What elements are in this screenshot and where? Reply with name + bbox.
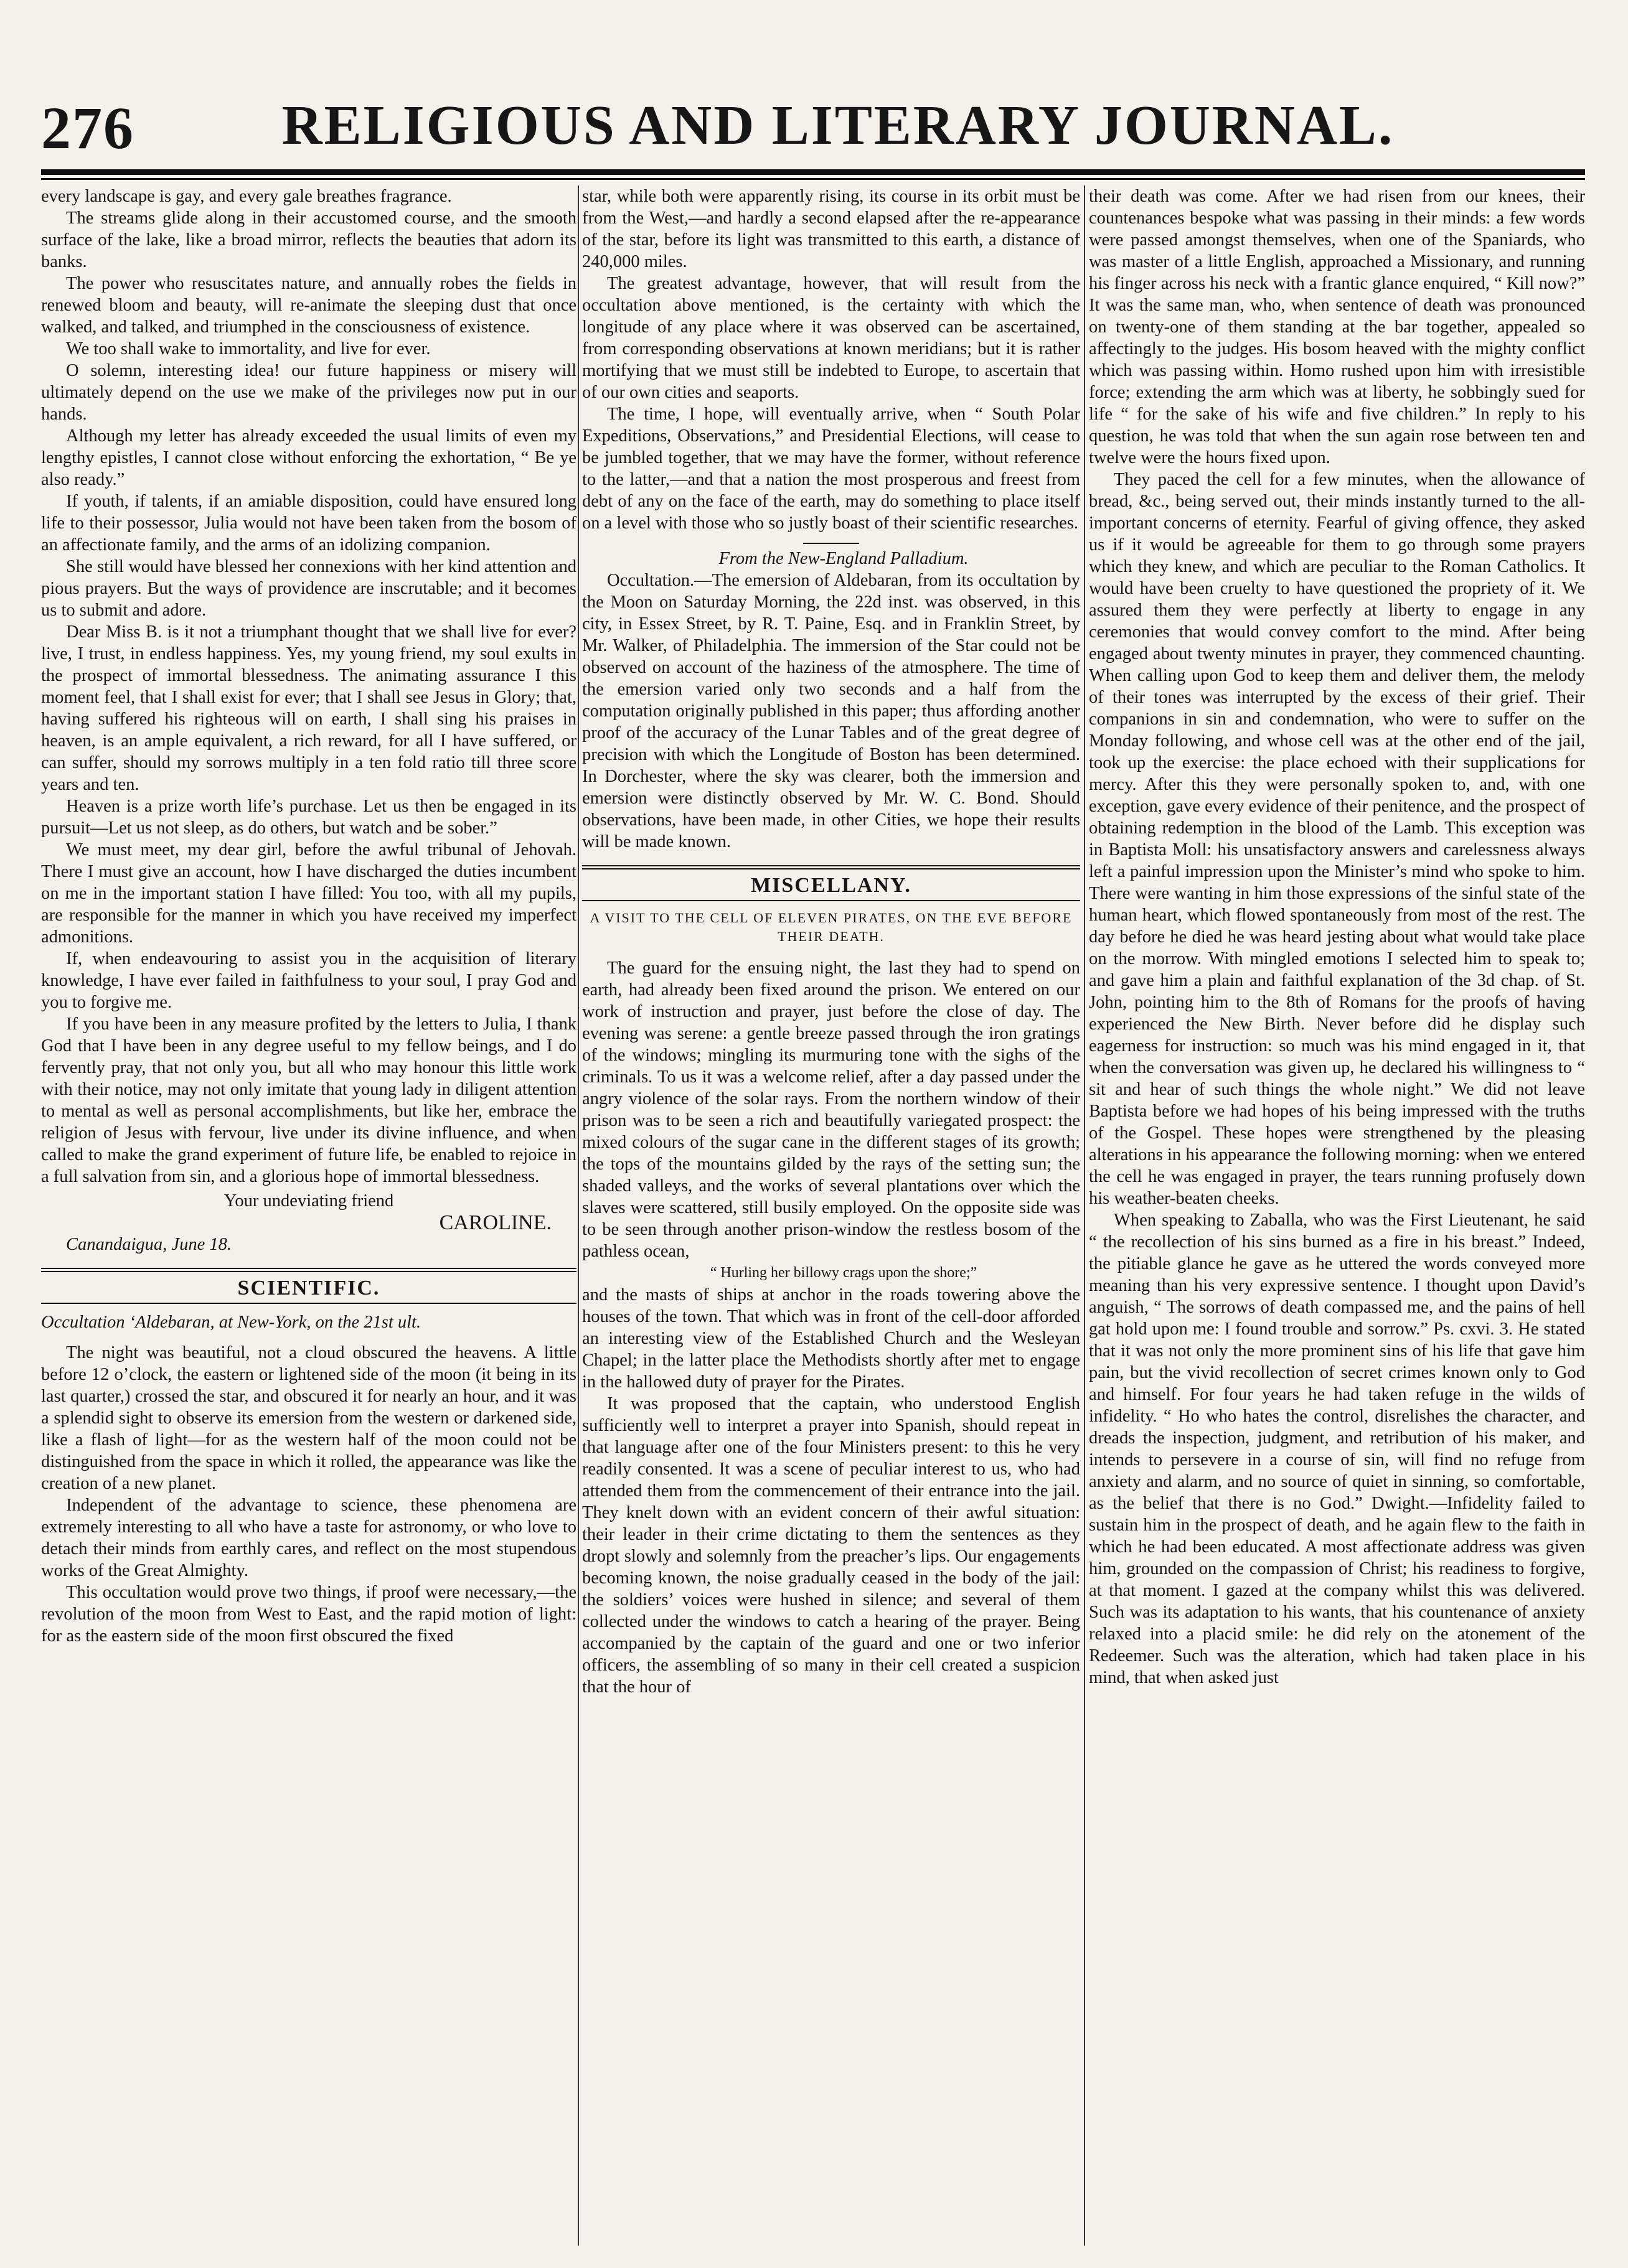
- paragraph: every landscape is gay, and every gale breathes fragrance.: [41, 187, 452, 206]
- masthead-rule: [41, 169, 1585, 175]
- paragraph: The time, I hope, will eventually arrive, when “ South Polar Expeditions, Observations,” and Presidential Elections, will cease to be jumbled together, that we may have the former, without reference to the latter,—and that a nation the most prosperous and freest from debt of any on the face of the earth, may do something to place itself on a level with those who so justly boast of their scientific researches.: [582, 405, 1080, 533]
- paragraph: Although my letter has already exceeded the usual limits of even my lengthy epistles, I cannot close without enforcing the exhortation, “ Be ye also ready.”: [41, 426, 576, 489]
- masthead: [41, 93, 1585, 168]
- paragraph: O solemn, interesting idea! our future happiness or misery will ultimately depend on the use we make of the privileges now put in our hands.: [41, 361, 576, 424]
- quote-line: “ Hurling her billowy crags upon the shore;”: [710, 1265, 977, 1281]
- paragraph: If, when endeavouring to assist you in the acquisition of literary knowledge, I have ever failed in faithfulness to your soul, I pray God and you to forgive me.: [41, 949, 576, 1012]
- paragraph: She still would have blessed her connexions with her kind attention and pious prayers. But the ways of providence are inscrutable; and it becomes us to submit and adore.: [41, 557, 576, 620]
- column-divider: [578, 185, 579, 2246]
- paragraph: star, while both were apparently rising, its course in its orbit must be from the West,—and hardly a second elapsed after the re-appearance of the star, before its light was transmitted to this earth, a distance of 240,000 miles.: [582, 187, 1080, 271]
- column-3: [1089, 185, 1585, 2246]
- paragraph: Independent of the advantage to science, these phenomena are extremely interesting to all who have a taste for astronomy, or who love to detach their minds from earthly cares, and reflect on the most stupendous works of the Great Almighty.: [41, 1496, 576, 1580]
- paragraph: The greatest advantage, however, that will result from the occultation above mentioned, is the certainty with which the longitude of any place where it was observed can be ascertained, from corresponding observations at known meridians; but it is rather mortifying that we must still be indebted to Europe, to ascertain that of our own cities and seaports.: [582, 274, 1080, 402]
- section-title-miscellany: MISCELLANY.: [582, 865, 1080, 901]
- paragraph: The power who resuscitates nature, and annually robes the fields in renewed bloom and beauty, will re-animate the sleeping dust that once walked, and talked, and triumphed in the consciousness of existence.: [41, 274, 576, 337]
- page-number: 276: [41, 95, 134, 161]
- column-divider: [1084, 185, 1085, 2246]
- paragraph: We too shall wake to immortality, and live for ever.: [66, 339, 431, 358]
- paragraph: The night was beautiful, not a cloud obscured the heavens. A little before 12 o’clock, the eastern or lightened side of the moon (it being in its last quarter,) crossed the star, and obscured it for nearly an hour, and it was a splendid sight to observe its emersion from the western or darkened side, like a flash of light—for as the western half of the moon could not be distinguished from the space in which it rolled, the appearance was like the creation of a new planet.: [41, 1343, 576, 1493]
- paragraph: Dear Miss B. is it not a triumphant thought that we shall live for ever? live, I trust, in endless happiness. Yes, my young friend, my soul exults in the prospect of immortal blessedness. The animating assurance I this moment feel, that I shall exist for ever; that I shall see Jesus in Glory; that, having suffered his righteous will on earth, I shall sing his praises in heaven, is an ample equivalent, a rich reward, for all I have suffered, or can suffer, should my sorrows multiply in a ten fold ratio till three score years and ten.: [41, 622, 576, 794]
- paragraph: We must meet, my dear girl, before the awful tribunal of Jehovah. There I must give an account, how I have discharged the duties incumbent on me in the important station I have filled: You too, with all my pupils, are responsible for the manner in which you have received my imperfect admonitions.: [41, 840, 576, 947]
- paragraph: This occultation would prove two things, if proof were necessary,—the revolution of the moon from West to East, and the rapid motion of light: for as the eastern side of the moon first obscured the fixed: [41, 1583, 576, 1646]
- paragraph: Occultation.—The emersion of Aldebaran, from its occultation by the Moon on Saturday Morning, the 22d inst. was observed, in this city, in Essex Street, by R. T. Paine, Esq. and in Franklin Street, by Mr. Walker, of Philadelphia. The immersion of the Star could not be observed on account of the haziness of the atmosphere. The time of the emersion varied only two seconds and a half from the computation originally published in this paper; thus affording another proof of the accuracy of the Lunar Tables and of the great degree of precision with which the Longitude of Boston has been determined. In Dorchester, where the sky was clearer, both the immersion and emersion were distinctly observed by Mr. W. C. Bond. Should observations, have been made, in other Cities, we hope their results will be made known.: [582, 571, 1080, 851]
- article-title: A VISIT TO THE CELL OF ELEVEN PIRATES, ON THE EVE BEFORE THEIR DEATH.: [590, 910, 1073, 944]
- separator-rule: [803, 543, 859, 544]
- column-1: [41, 185, 576, 2246]
- paragraph: If you have been in any measure profited by the letters to Julia, I thank God that I have been in any degree useful to my fellow beings, and I do fervently pray, that not only you, but all who may honour this little work with their notice, may not only imitate that young lady in diligent attention to mental as well as personal accomplishments, but like her, embrace the religion of Jesus with fervour, live under its divine influence, and when called to make the grand experiment of future life, be enabled to rejoice in a full salvation from sin, and a glorious hope of immortal blessedness.: [41, 1015, 576, 1186]
- journal-title: RELIGIOUS AND LITERARY JOURNAL.: [281, 95, 1395, 156]
- paragraph: Heaven is a prize worth life’s purchase. Let us then be engaged in its pursuit—Let us not sleep, as do others, but watch and be sober.”: [41, 797, 576, 838]
- letter-signature: CAROLINE.: [439, 1211, 552, 1234]
- paragraph: The guard for the ensuing night, the last they had to spend on earth, had already been fixed around the prison. We entered on our work of instruction and prayer, just before the close of day. The evening was serene: a gentle breeze passed through the iron gratings of the windows; mingling its murmuring tone with the sighs of the criminals. To us it was a welcome relief, after a day passed under the angry violence of the solar rays. From the northern window of their prison was to be seen a rich and beautifully variegated prospect: the mixed colours of the sugar cane in the different stages of its growth; the tops of the mountains gilded by the rays of the setting sun; the shaded valleys, and the works of several plantations over which the slaves were scattered, still busily employed. On the opposite side was to be seen through another prison-window the restless bosom of the pathless ocean,: [582, 958, 1080, 1261]
- column-2: [582, 185, 1080, 2246]
- paragraph: It was proposed that the captain, who understood English sufficiently well to interpret a prayer into Spanish, should repeat in that language after one of the four Ministers present: to this he very readily consented. It was a scene of peculiar interest to us, who had attended them from the commencement of their entrance into the jail. They knelt down with an evident concern of their awful situation: their leader in their crime dictating to them the sentences as they dropt slowly and solemnly from the preacher’s lips. Our engagements becoming known, the noise gradually ceased in the body of the jail: the soldiers’ voices were hushed in silence; and several of them collected under the windows to catch a hearing of the prayer. Being accompanied by the captain of the guard and one or two inferior officers, the assembling of so many in their cell created a suspicion that the hour of: [582, 1394, 1080, 1697]
- paragraph: When speaking to Zaballa, who was the First Lieutenant, he said “ the recollection of his sins burned as a fire in his breast.” Indeed, the pitiable glance he gave as he uttered the words conveyed more meaning than his very expressive sentence. I thought upon David’s anguish, “ The sorrows of death compassed me, and the pains of hell gat hold upon me: I found trouble and sorrow.” Ps. cxvi. 3. He stated that it was not only the more prominent sins of his life that gave him pain, but the vivid recollection of secret crimes known only to God and himself. For four years he had taken refuge in the wilds of infidelity. “ Ho who hates the control, disrelishes the character, and dreads the inspection, judgment, and retribution of his maker, and intends to persevere in a course of sin, will find no refuge from anxiety and alarm, and no source of quiet in sinning, so comfortable, as the belief that there is no God.” Dwight.—Infidelity failed to sustain him in the prospect of death, and he again flew to the faith in which he had been educated. A most affectionate address was given him, grounded on the compassion of Christ; his readiness to forgive, at that moment. I gazed at the company whilst this was delivered. Such was its adaptation to his wants, that his countenance of anxiety relaxed into a placid smile: he did rely on the atonement of the Redeemer. Such was the alteration, which had taken place in his mind, that when asked just: [1089, 1211, 1585, 1687]
- source-line: From the New-England Palladium.: [718, 549, 969, 568]
- paragraph: and the masts of ships at anchor in the roads towering above the houses of the town. That which was in front of the cell-door afforded an interesting view of the Established Church and the Wesleyan Chapel; in the latter place the Methodists shortly after met to engage in the hallowed duty of prayer for the Pirates.: [582, 1285, 1080, 1392]
- letter-closing: Your undeviating friend: [223, 1191, 394, 1211]
- paragraph: their death was come. After we had risen from our knees, their countenances bespoke what was passing in their minds: a few words were passed amongst themselves, when one of the Spaniards, who was master of a little English, approached a Missionary, and running his finger across his neck with a frantic glance enquired, “ Kill now?” It was the same man, who, when sentence of death was pronounced on twenty-one of them standing at the bar together, appealed so affectingly to the judges. His bosom heaved with the mighty conflict which was passing within. Homo rushed upon him with irresistible force; extending the arm which was at liberty, he sobbingly sued for life “ for the sake of his wife and five children.” In reply to his question, he was told that when the sun again rose between ten and twelve were the hours fixed upon.: [1089, 187, 1585, 467]
- masthead-rule-thin: [41, 178, 1585, 180]
- paragraph: If youth, if talents, if an amiable disposition, could have ensured long life to their possessor, Julia would not have been taken from the bosom of an affectionate family, and the arms of an idolizing companion.: [41, 492, 576, 555]
- paragraph: They paced the cell for a few minutes, when the allowance of bread, &c., being served out, their minds instantly turned to the all-important concerns of eternity. Fearful of giving offence, they asked us if it would be agreeable for them to go through some prayers which they knew, and which are peculiar to the Roman Catholics. It would have been cruelty to have questioned the propriety of it. We assured them they were perfectly at liberty to engage in any ceremonies that would convey comfort to the mind. After being engaged about twenty minutes in prayer, they commenced chaunting. When calling upon God to keep them and deliver them, the melody of their tones was interrupted by the excess of their grief. Their companions in sin and condemnation, who were to suffer on the Monday following, and whose cell was at the other end of the jail, took up the exercise: the place echoed with their supplications for mercy. After this they were personally spoken to, and, with one exception, gave every evidence of their penitence, and the prospect of obtaining redemption in the blood of the Lamb. This exception was in Baptista Moll: his unsatisfactory answers and carelessness always left a painful impression upon the Minister’s mind who spoke to him. There were wanting in him those expressions of the sinful state of the human heart, which flowed spontaneously from most of the rest. The day before he died he was heard jesting about what would take place on the morrow. With mingled emotions I selected him to speak to; and gave him a plain and faithful explanation of the 3d chap. of St. John, pointing him to the 8th of Romans for the proofs of having experienced the New Birth. Never before did he display such eagerness for instruction: so much was his mind engaged in it, that when the conversation was given up, he declared his willingness to “ sit and hear of such things the whole night.” We did not leave Baptista before we had hopes of his being impressed with the truths of the Gospel. These hopes were strengthened by the pleasing alterations in his appearance the following morning: when we entered the cell he was engaged in prayer, the tears running profusely down his weather-beaten cheeks.: [1089, 470, 1585, 1208]
- section-title-scientific: SCIENTIFIC.: [41, 1268, 576, 1304]
- letter-dateline: Canandaigua, June 18.: [66, 1235, 232, 1254]
- science-subhead: Occultation ‘Aldebaran, at New-York, on the 21st ult.: [41, 1313, 421, 1332]
- paragraph: The streams glide along in their accustomed course, and the smooth surface of the lake, like a broad mirror, reflects the beauties that adorn its banks.: [41, 209, 576, 271]
